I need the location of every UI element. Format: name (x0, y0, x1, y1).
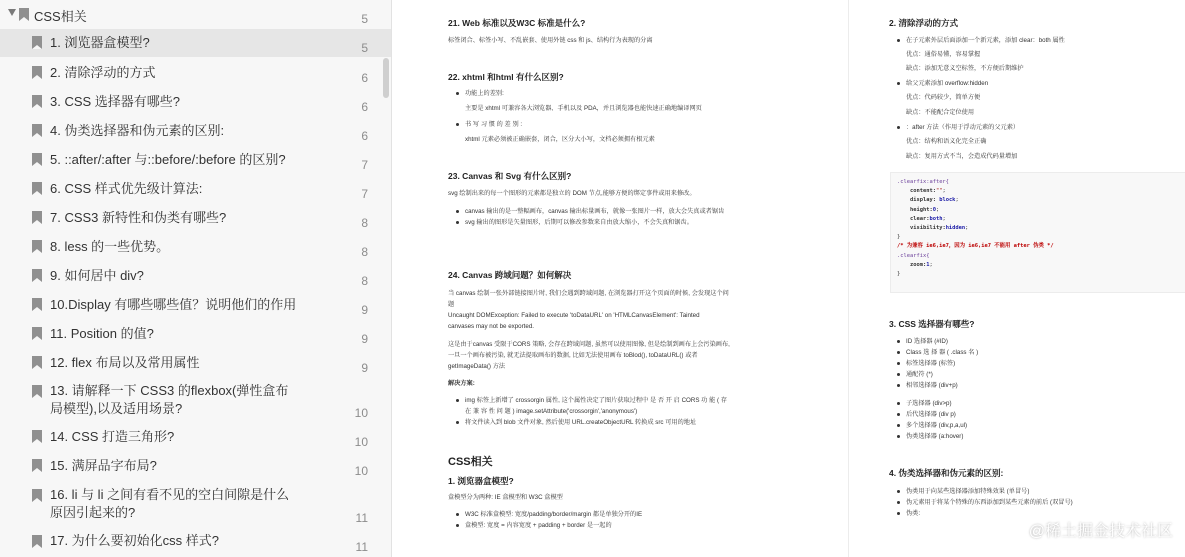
page-number: 9 (361, 361, 368, 375)
paragraph: xhtml 元素必须被正确嵌套，闭合，区分大小写，文档必须拥有根元素 (465, 136, 655, 143)
outline-item-label: 2. 清除浮动的方式 (50, 65, 156, 80)
question-23-title: 23. Canvas 和 Svg 有什么区别? (448, 171, 572, 181)
outline-item-7[interactable] (0, 203, 392, 231)
bookmark-icon (32, 535, 42, 548)
paragraph: svg 绘制出来的每一个图形的元素都是独立的 DOM 节点,能够方便的绑定事件或用来修改。 (448, 190, 696, 197)
bookmark-icon (32, 36, 42, 49)
bullet-item: 多个选择器 (div,p,a,ul) (906, 422, 968, 429)
code-value: both (929, 215, 943, 222)
code-line: visibility: (909, 225, 946, 232)
paragraph: 缺点：复用方式不当，会造成代码量增加 (906, 153, 1018, 160)
page-number: 10 (354, 435, 368, 449)
paragraph: 当 canvas 绘制一张外部链接图片时, 我们会遇到跨域问题, 在浏览器打开这个页面的时候, 会发现这个问 (448, 290, 729, 297)
bookmark-icon (32, 240, 42, 253)
outline-item-3[interactable] (0, 87, 392, 115)
question-24-title: 24. Canvas 跨域问题？如何解决 (448, 270, 572, 280)
paragraph: 优点：通俗易懂，容易掌握 (906, 51, 981, 58)
paragraph: 一旦一个画布被污染, 就无法提取画布的数据, 比如无法使用画布 toBlod(), toDataURL() 或者 (448, 352, 698, 359)
code-line: } (897, 271, 901, 278)
bookmark-icon (32, 66, 42, 79)
bullet-item: 功能上的差别: (465, 90, 504, 97)
bullet-item: 后代选择器 (div p) (906, 411, 956, 418)
question-21-title: 21. Web 标准以及W3C 标准是什么? (448, 18, 586, 28)
page-number: 9 (361, 303, 368, 317)
outline-item-12[interactable] (0, 348, 392, 376)
bullet-item: ：after 方法（作用于浮动元素的父元素） (906, 124, 1020, 131)
bullet-item: 通配符 (*) (906, 371, 933, 378)
outline-item-2[interactable] (0, 58, 392, 86)
outline-item-11[interactable] (0, 319, 392, 347)
outline-item-label: 11. Position 的值? (50, 326, 154, 341)
bullet-item: svg 输出的图形是矢量图形，后期可以修改参数来自由放大缩小，不会失真和锯齿。 (465, 219, 693, 226)
outline-item-label: 14. CSS 打造三角形? (50, 429, 175, 444)
outline-item-label: 1. 浏览器盒模型? (50, 35, 150, 50)
outline-item-9[interactable] (0, 261, 392, 289)
bullet-item: 相邻选择器 (div+p) (906, 382, 958, 389)
collapse-caret-icon[interactable] (8, 9, 16, 16)
solution-label: 解决方案: (448, 380, 475, 387)
bullet-item: 书 写 习 惯 的 差 别 : (465, 121, 523, 128)
outline-item-15[interactable] (0, 451, 392, 479)
paragraph: 优点：代码较少，简单方便 (906, 94, 981, 101)
bullet-item: 给父元素添加 overflow:hidden (906, 80, 989, 87)
outline-item-label: 5. ::after/:after 与::before/:before 的区别? (50, 152, 286, 167)
bookmark-icon (32, 327, 42, 340)
code-value: block (939, 197, 956, 204)
document-page-right (848, 0, 1185, 557)
page-number: 11 (355, 511, 368, 525)
bullet-item: 伪类选择器 (a:hover) (906, 433, 964, 440)
bookmark-icon (32, 385, 42, 398)
paragraph: 题 (448, 301, 455, 308)
bullet-item: 标签选择器 (标签) (906, 360, 956, 367)
page-number: 5 (361, 12, 368, 26)
code-value: 1 (926, 261, 930, 268)
paragraph: 缺点：不能配合定位使用 (906, 109, 975, 116)
paragraph: 主要是 xhtml 可兼容各大浏览器、手机以及 PDA，并且浏览器也能快速正确地编译网页 (465, 105, 702, 112)
outline-item-6[interactable] (0, 174, 392, 202)
code-line: .clearfix{ (897, 252, 930, 259)
outline-item-10[interactable] (0, 290, 392, 318)
paragraph: 优点：结构和语义化完全正确 (906, 138, 987, 145)
code-line: content: (909, 188, 936, 195)
outline-item-13[interactable] (0, 377, 392, 421)
bookmark-icon (32, 153, 42, 166)
outline-item-label: 8. less 的一些优势。 (50, 239, 170, 254)
code-line: } (897, 234, 901, 241)
question-4-title: 4. 伪类选择器和伪元素的区别: (889, 468, 1004, 478)
bullet-item: 伪元素用于将某个特殊的东西添加到某些元素的前后 (双冒号) (906, 499, 1073, 506)
page-number: 10 (354, 406, 368, 420)
bullet-item: 将文件读入到 blob 文件对象, 然后使用 URL.createObjectURL 转换成 src 可用的地址 (465, 419, 697, 426)
outline-item-label: 4. 伪类选择器和伪元素的区别: (50, 123, 225, 138)
outline-item-label: 6. CSS 样式优先级计算法: (50, 181, 203, 196)
question-2-title: 2. 清除浮动的方式 (889, 18, 958, 28)
bullet-item: 伪类: (906, 510, 921, 517)
page-number: 10 (354, 464, 368, 478)
outline-item-1[interactable] (0, 29, 392, 57)
outline-item-label: 3. CSS 选择器有哪些? (50, 94, 181, 109)
code-value: 0 (932, 206, 936, 213)
page-number: 8 (361, 216, 368, 230)
bullet-item: 盒模型: 宽度 = 内容宽度 + padding + border 是一起的 (465, 522, 612, 529)
code-block: .clearfix:after{ content:""; display: block; height:0; clear:both; visibility:hidden; } /* 为兼容 ie6,ie7，因为 ie6,ie7 不能用 after 伪类 */ .clearfix{ zoom:1; } (890, 172, 1185, 293)
code-comment: /* 为兼容 ie6,ie7，因为 ie6,ie7 不能用 after 伪类 */ (897, 243, 1054, 250)
outline-root-label: CSS相关 (34, 9, 87, 24)
outline-item-8[interactable] (0, 232, 392, 260)
bookmark-icon (32, 211, 42, 224)
bookmark-icon (32, 489, 42, 502)
bullet-item: 伪类用于向某些选择器添加特殊效果 (单冒号) (906, 488, 1030, 495)
question-3-title: 3. CSS 选择器有哪些? (889, 319, 975, 329)
code-value: hidden (945, 225, 966, 232)
outline-item-label: 17. 为什么要初始化css 样式? (50, 533, 220, 548)
paragraph: Uncaught DOMException: Failed to execute 'toDataURL' on 'HTMLCanvasElement': Tainted (448, 312, 700, 319)
outline-root-item[interactable] (0, 2, 392, 28)
paragraph: getImageData() 方法 (448, 363, 506, 370)
bookmark-icon (19, 8, 29, 21)
code-line: display: (909, 197, 936, 204)
question-22-title: 22. xhtml 和html 有什么区别? (448, 72, 564, 82)
outline-item-16[interactable] (0, 480, 392, 526)
bullet-item: canvas 输出的是一整幅画布，canvas 输出标量画布，就像一张图片一样，放大会失真或者锯齿 (465, 208, 725, 215)
page-number: 7 (361, 187, 368, 201)
page-number: 8 (361, 274, 368, 288)
page-number: 5 (361, 41, 368, 55)
outline-item-label: 10.Display 有哪些哪些值？说明他们的作用 (50, 297, 297, 312)
page-number: 11 (355, 540, 368, 554)
bullet-item: Class 选 择 器 ( .class 名 ) (906, 349, 979, 356)
code-line: height: (909, 206, 933, 213)
page-number: 6 (361, 100, 368, 114)
document-page-left (395, 0, 847, 557)
code-line: zoom: (909, 261, 927, 268)
bookmark-icon (32, 124, 42, 137)
bookmark-icon (32, 269, 42, 282)
question-21-text: 标签闭合、标签小写、不乱嵌套、使用外链 css 和 js、结构行为表现的分离 (448, 37, 653, 44)
code-line: .clearfix:after{ (897, 179, 949, 185)
bookmark-icon (32, 430, 42, 443)
outline-item-5[interactable] (0, 145, 392, 173)
outline-item-label: 15. 满屏品字布局? (50, 458, 157, 473)
bookmark-icon (32, 298, 42, 311)
outline-item-14[interactable] (0, 422, 392, 450)
outline-sidebar (0, 0, 392, 557)
outline-item-label: 9. 如何居中 div? (50, 268, 144, 283)
bullet-item: 子选择器 (div>p) (906, 400, 952, 407)
section-heading: CSS相关 (448, 456, 493, 468)
paragraph: 这是由于canvas 受限于CORS 策略, 会存在跨域问题, 虽然可以使用图像, 但是绘制到画布上会污染画布, (448, 341, 730, 348)
question-1-title: 1. 浏览器盒模型? (448, 476, 514, 486)
page-number: 7 (361, 158, 368, 172)
outline-item-4[interactable] (0, 116, 392, 144)
page-number: 6 (361, 71, 368, 85)
page-number: 9 (361, 332, 368, 346)
page-number: 8 (361, 245, 368, 259)
paragraph: 在 兼 容 性 问 题 ) image.setAttribute('crossorgin','anonymous') (465, 408, 638, 415)
watermark: @稀土掘金技术社区 (1028, 523, 1173, 540)
bookmark-icon (32, 356, 42, 369)
bookmark-icon (32, 459, 42, 472)
sidebar-scrollbar[interactable] (383, 58, 389, 98)
code-line: clear: (909, 215, 930, 222)
outline-item-label: 16. li 与 li 之间有看不见的空白间隙是什么原因引起来的? (50, 487, 290, 520)
paragraph: 盒模型分为两种: IE 盒模型和 W3C 盒模型 (448, 494, 563, 501)
outline-item-label: 12. flex 布局以及常用属性 (50, 355, 200, 370)
bullet-item: W3C 标准盒模型: 宽度/padding/border/margin 都是单独分开的IE (465, 511, 643, 518)
paragraph: canvases may not be exported. (448, 323, 534, 330)
outline-item-17[interactable] (0, 527, 392, 557)
paragraph: 缺点：添加无意义空标签，不方便后期维护 (906, 65, 1024, 72)
code-value: "" (935, 188, 943, 195)
bullet-item: ID 选择器 (#ID) (906, 338, 948, 345)
bookmark-icon (32, 182, 42, 195)
bullet-item: 在子元素外层后面添加一个新元素，添加 clear：both 属性 (906, 37, 1065, 44)
outline-item-label: 7. CSS3 新特性和伪类有哪些? (50, 210, 227, 225)
outline-item-label: 13. 请解释一下 CSS3 的flexbox(弹性盒布局模型),以及适用场景? (50, 383, 289, 416)
bookmark-icon (32, 95, 42, 108)
bullet-item: img 标签上新增了 crossorgin 属性, 这个属性决定了图片获取过程中 是 否 开 启 CORS 功 能 ( 存 (465, 397, 727, 404)
page-number: 6 (361, 129, 368, 143)
